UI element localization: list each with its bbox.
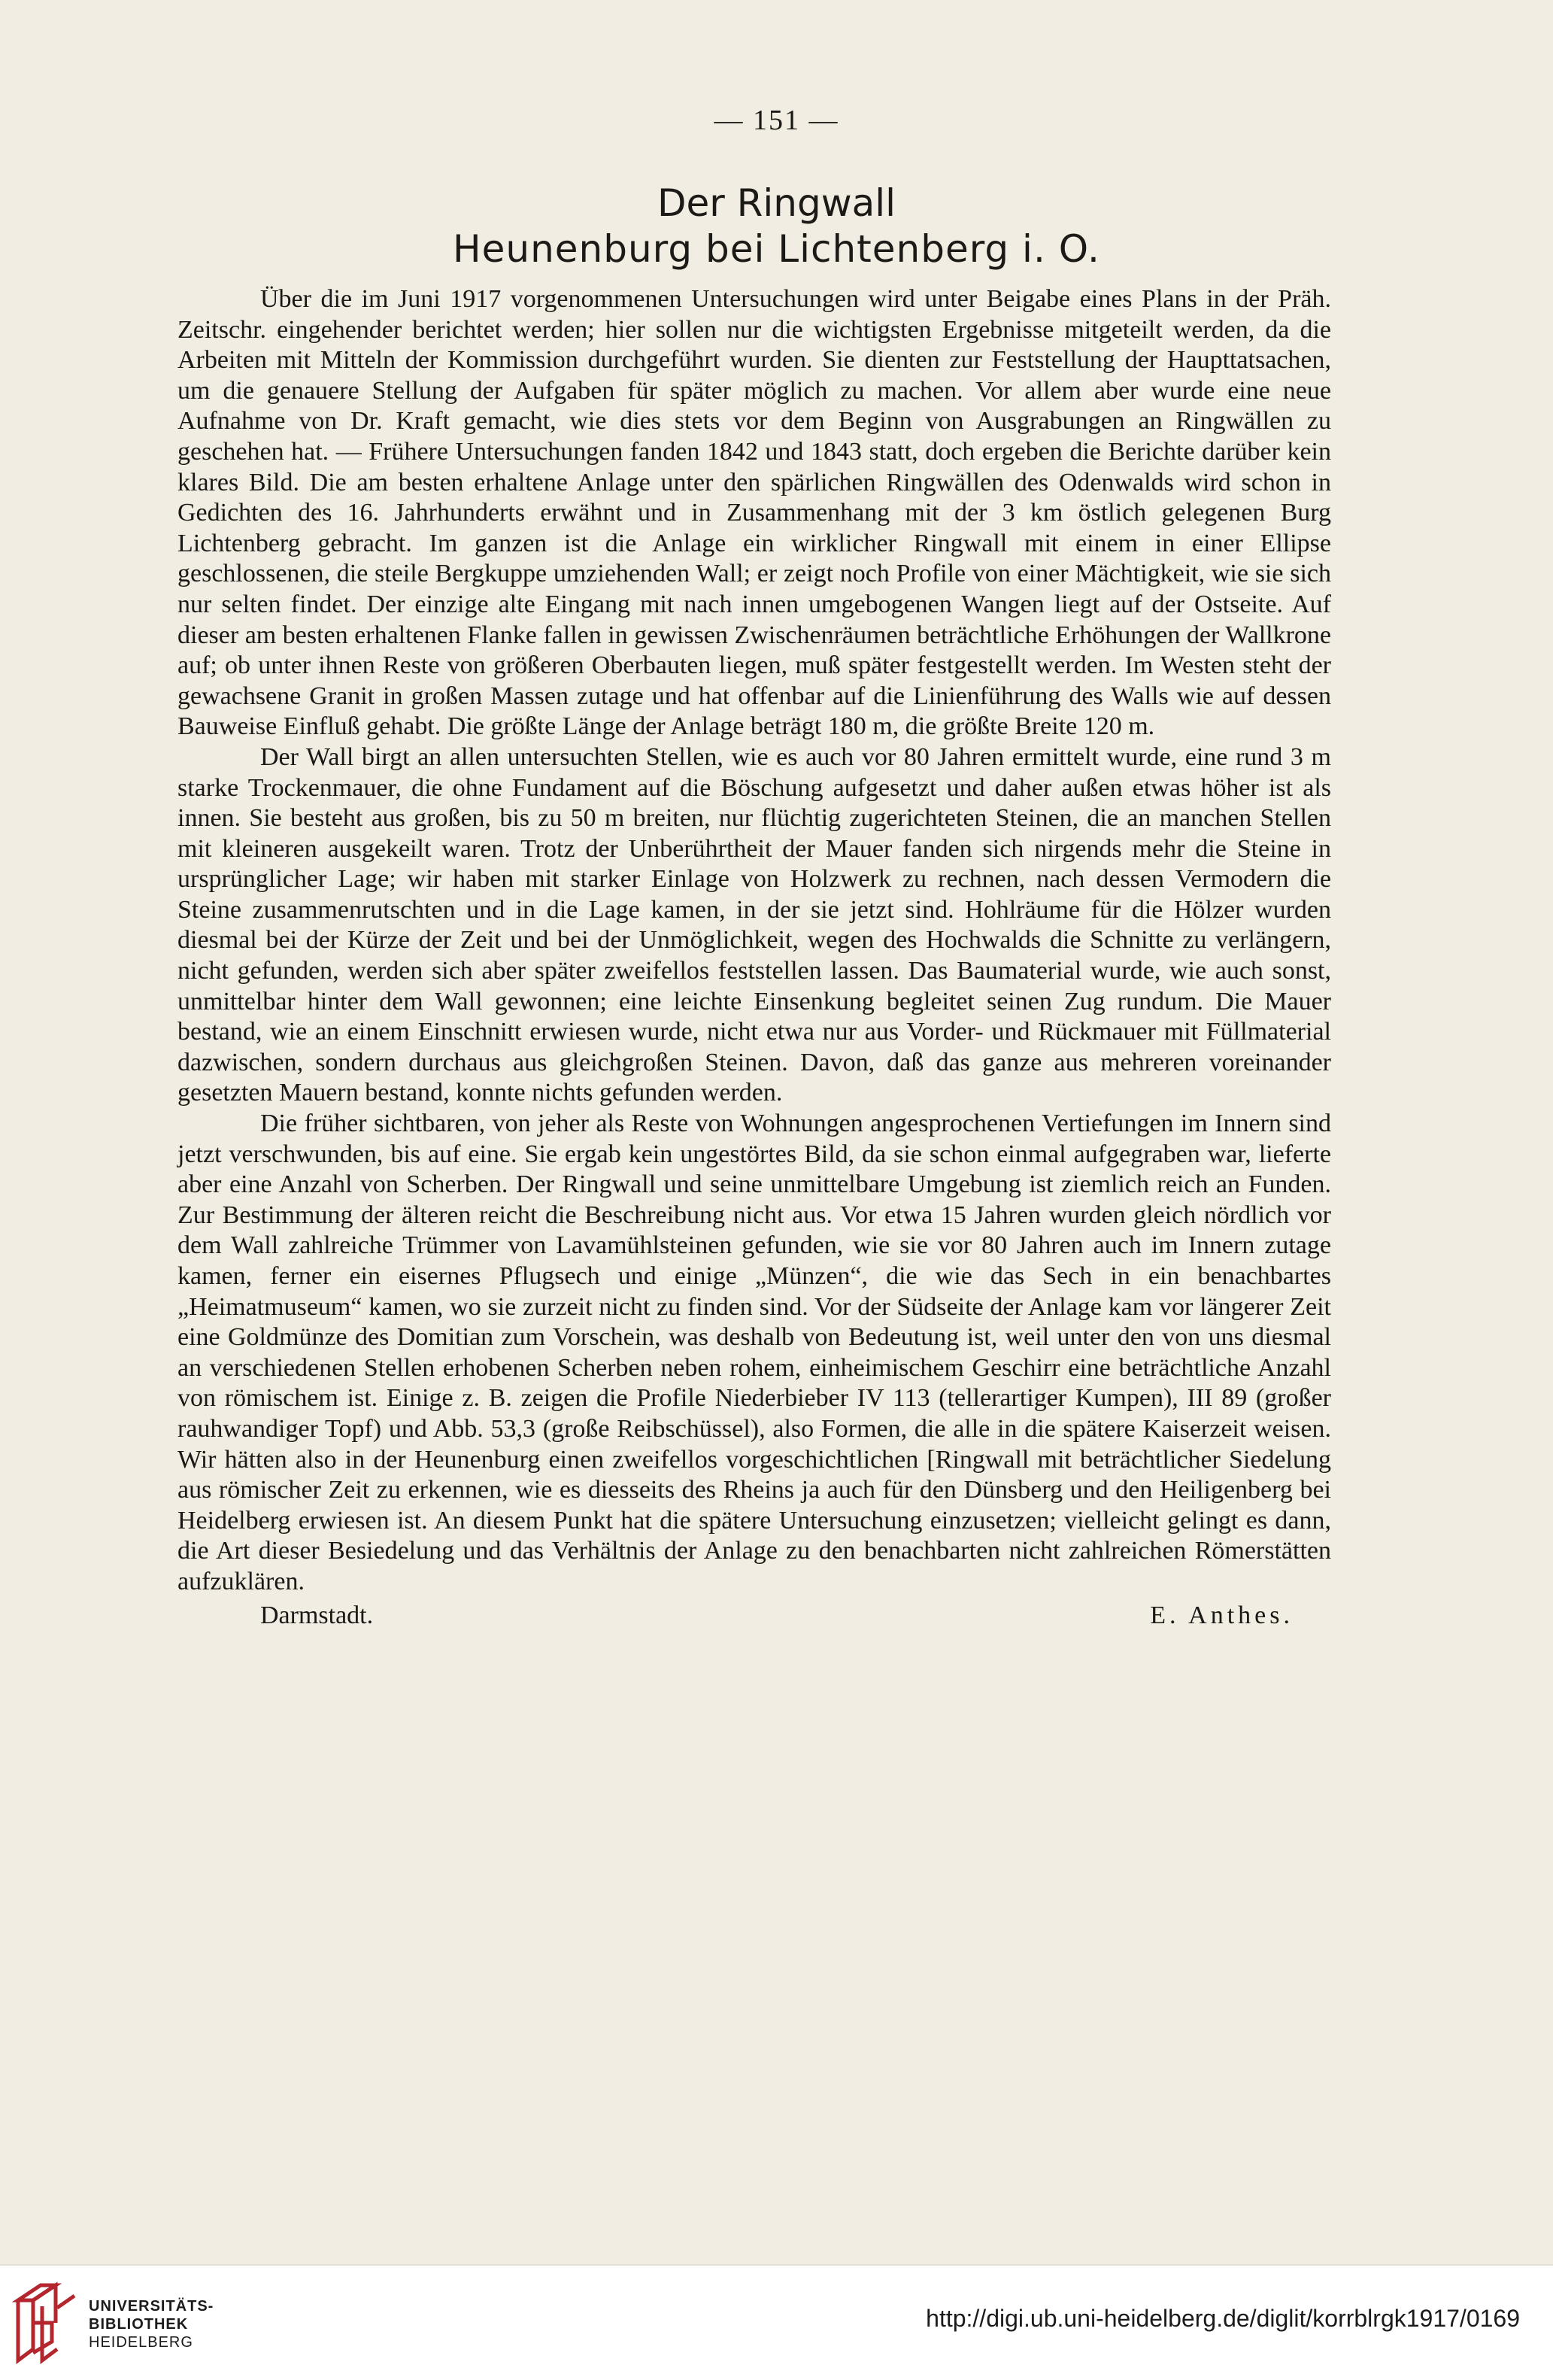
paragraph-2: Der Wall birgt an allen untersuchten Stellen, wie es auch vor 80 Jahren ermittelt wurde, eine rund 3 m starke Trockenmauer, die ohne Fundament auf die Böschung aufgesetzt und daher außen etwas höher ist als innen. Sie besteht aus großen, bis zu 50 m breiten, nur flüchtig zugerichteten Steinen, die an manchen Stellen mit kleineren ausgekeilt waren. Trotz der Unberührtheit der Mauer fanden sich nirgends mehr die Steine in ursprünglicher Lage; wir haben mit starker Einlage von Holzwerk zu rechnen, nach dessen Vermodern die Steine zusammenrutschten und in die Lage kamen, in der sie jetzt sind. Hohlräume für die Hölzer wurden diesmal bei der Kürze der Zeit und bei der Unmöglichkeit, wegen des Hochwalds die Schnitte zu verlängern, nicht gefunden, werden sich aber später zweifellos feststellen lassen. Das Baumaterial wurde, wie auch sonst, unmittelbar hinter dem Wall gewonnen; eine leichte Einsenkung begleitet seinen Zug rundum. Die Mauer bestand, wie an einem Einschnitt erwiesen wurde, nicht etwa nur aus Vorder- und Rückmauer mit Füllmaterial dazwischen, sondern durchaus aus gleichgroßen Steinen. Davon, daß das ganze aus mehreren voreinander gesetzten Mauern bestand, konnte nichts gefunden werden.	[177, 742, 1331, 1107]
source-url-link[interactable]: http://digi.ub.uni-heidelberg.de/diglit/korrblrgk1917/0169	[926, 2305, 1520, 2332]
title-line-1: Der Ringwall	[657, 181, 896, 225]
library-line-3: HEIDELBERG	[89, 2334, 193, 2351]
signature-line	[177, 1601, 1331, 1632]
library-name	[89, 2297, 214, 2351]
library-line-2: BIBLIOTHEK	[89, 2316, 189, 2333]
paragraph-3: Die früher sichtbaren, von jeher als Reste von Wohnungen angesprochenen Vertiefungen im Innern sind jetzt verschwunden, bis auf eine. Sie ergab kein ungestörtes Bild, da sie schon einmal aufgegraben war, lieferte aber eine Anzahl von Scherben. Der Ringwall und seine unmittelbare Umgebung ist ziemlich reich an Funden. Zur Bestimmung der älteren reicht die Beschreibung nicht aus. Vor etwa 15 Jahren wurden gleich nördlich vor dem Wall zahlreiche Trümmer von Lavamühlsteinen gefunden, wie sie vor 80 Jahren auch im Innern zutage kamen, ferner ein eisernes Pflugsech und einige „Münzen“, die wie das Sech in ein benachbartes „Heimatmuseum“ kamen, wo sie zurzeit nicht zu finden sind. Vor der Südseite der Anlage kam vor längerer Zeit eine Goldmünze des Domitian zum Vorschein, was deshalb von Bedeutung ist, weil unter den von uns diesmal an verschiedenen Stellen erhobenen Scherben neben rohem, einheimischem Geschirr eine beträchtliche Anzahl von römischem ist. Einige z. B. zeigen die Profile Niederbieber IV 113 (tellerartiger Kumpen), III 89 (großer rauhwandiger Topf) und Abb. 53,3 (große Reibschüssel), also Formen, die alle in die spätere Kaiserzeit weisen. Wir hätten also in der Heunenburg einen zweifellos vorgeschichtlichen [Ringwall mit beträchtlicher Siedelung aus römischer Zeit zu erkennen, wie es diesseits des Rheins ja auch für den Dünsberg und den Heiligenberg bei Heidelberg erwiesen ist. An diesem Punkt hat die spätere Untersuchung einzusetzen; vielleicht gelingt es dann, die Art dieser Besiedelung und das Verhältnis der Anlage zu den benachbarten nicht zahlreichen Römerstätten aufzuklären.	[177, 1110, 1331, 1595]
article-body	[177, 284, 1331, 1631]
title-line-2: Heunenburg bei Lichtenberg i. O.	[453, 227, 1100, 271]
paragraph-1: Über die im Juni 1917 vorgenommenen Untersuchungen wird unter Beigabe eines Plans in der Präh. Zeitschr. eingehender berichtet werden; hier sollen nur die wichtigsten Ergebnisse mitgeteilt werden, da die Arbeiten mit Mitteln der Kommission durchgeführt wurden. Sie dienten zur Feststellung der Haupttatsachen, um die genauere Stellung der Aufgaben für später möglich zu machen. Vor allem aber wurde eine neue Aufnahme von Dr. Kraft gemacht, wie dies stets vor dem Beginn von Ausgrabungen an Ringwällen zu geschehen hat. — Frühere Untersuchungen fanden 1842 und 1843 statt, doch ergeben die Berichte darüber kein klares Bild. Die am besten erhaltene Anlage unter den spärlichen Ringwällen des Odenwalds wird schon in Gedichten des 16. Jahrhunderts erwähnt und in Zusammenhang mit der 3 km östlich gelegenen Burg Lichtenberg gebracht. Im ganzen ist die Anlage ein wirklicher Ringwall mit einem in einer Ellipse geschlossenen, die steile Bergkuppe umziehenden Wall; er zeigt noch Profile von einer Mächtigkeit, wie sie sich nur selten findet. Der einzige alte Eingang mit nach innen umgebogenen Wangen liegt auf der Ostseite. Auf dieser am besten erhaltenen Flanke fallen in gewissen Zwischenräumen beträchtliche Erhöhungen der Wallkrone auf; ob unter ihnen Reste von größeren Oberbauten liegen, muß später festgestellt werden. Im Westen steht der gewachsene Granit in großen Massen zutage und hat offenbar auf die Linienführung des Walls wie auf dessen Bauweise Einfluß gehabt. Die größte Länge der Anlage beträgt 180 m, die größte Breite 120 m.	[177, 285, 1331, 741]
library-line-1: UNIVERSITÄTS-	[89, 2298, 214, 2315]
page-number: — 151 —	[714, 105, 839, 136]
article-title	[0, 181, 1553, 272]
author-name: E. Anthes.	[1150, 1601, 1294, 1629]
library-logo-icon	[11, 2278, 78, 2368]
digitization-footer	[0, 2264, 1553, 2380]
place-label: Darmstadt.	[260, 1601, 374, 1629]
